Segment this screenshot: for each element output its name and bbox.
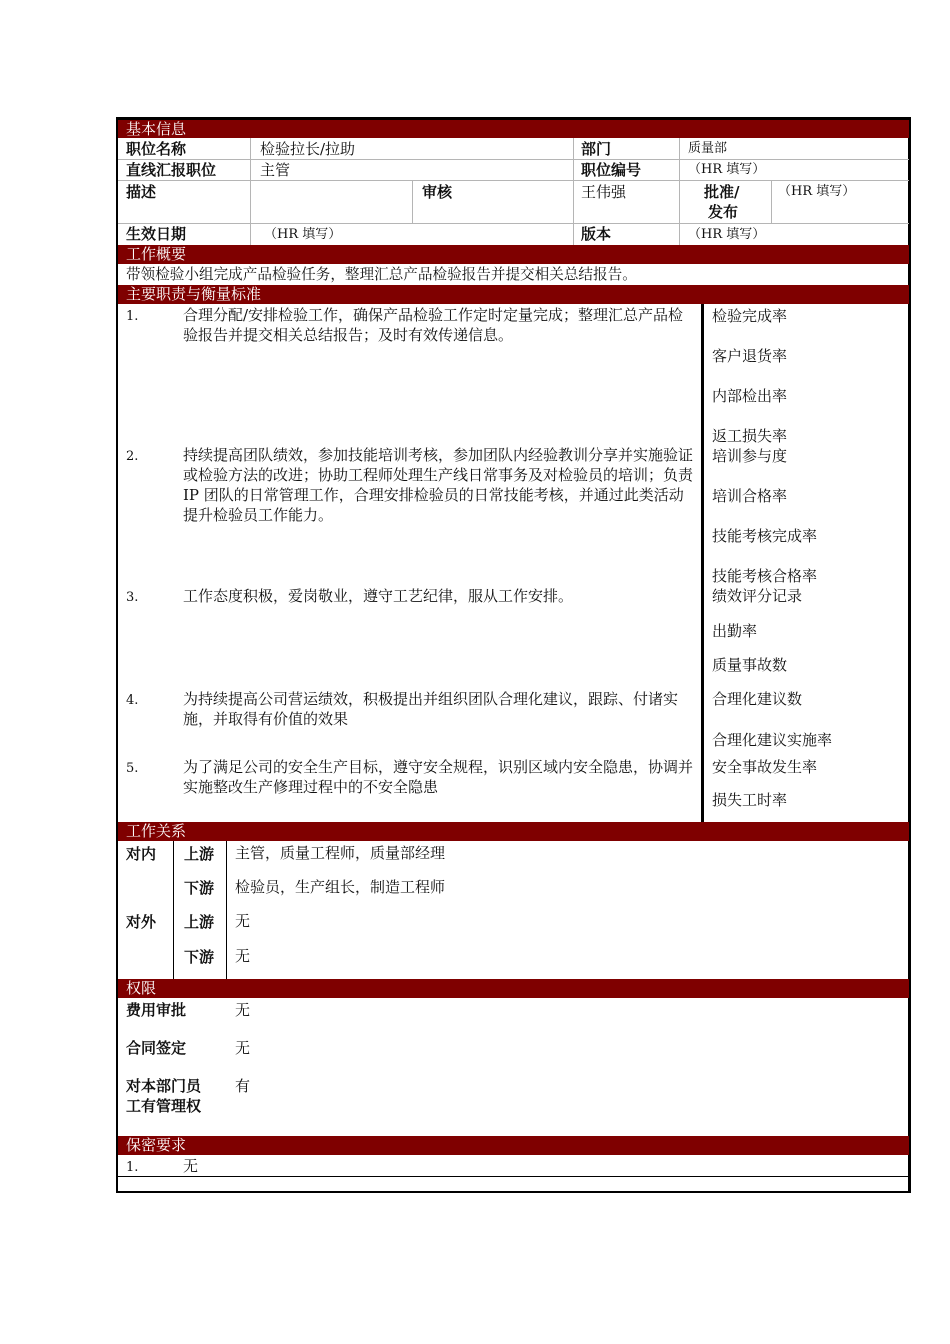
expense-approval-value: 无 xyxy=(235,1001,251,1019)
measure-item: 检验完成率 xyxy=(712,307,788,325)
expense-approval-label: 费用审批 xyxy=(126,1001,187,1019)
description-label: 描述 xyxy=(126,183,157,201)
job-title-value: 检验拉长/拉助 xyxy=(260,140,356,158)
job-code-label: 职位编号 xyxy=(581,161,642,179)
grid-line xyxy=(679,138,680,245)
measure-item: 客户退货率 xyxy=(712,347,788,365)
duties-divider xyxy=(701,304,704,822)
duty-text: 为了满足公司的安全生产目标，遵守安全规程，识别区域内安全隐患，协调并实施整改生产修理过程中的不安全隐患 xyxy=(183,758,694,796)
staff-management-label-line1: 对本部门员 xyxy=(126,1077,202,1095)
duty-number: 1. xyxy=(126,309,139,324)
measure-item: 质量事故数 xyxy=(712,656,788,674)
grid-line xyxy=(573,138,574,245)
review-label: 审核 xyxy=(422,183,453,201)
measure-item: 技能考核合格率 xyxy=(712,567,818,585)
effective-date-value: （HR 填写） xyxy=(264,227,342,242)
staff-management-label-line2: 工有管理权 xyxy=(126,1097,202,1115)
section-confidentiality: 保密要求 xyxy=(118,1136,909,1155)
section-job-summary: 工作概要 xyxy=(118,245,909,264)
contract-sign-value: 无 xyxy=(235,1039,251,1057)
department-value: 质量部 xyxy=(688,141,728,156)
upstream-label: 上游 xyxy=(184,845,215,863)
job-title-label: 职位名称 xyxy=(126,140,187,158)
section-duties: 主要职责与衡量标准 xyxy=(118,285,909,304)
internal-upstream-value: 主管，质量工程师，质量部经理 xyxy=(235,844,446,862)
grid-line xyxy=(250,138,251,245)
measure-item: 合理化建议数 xyxy=(712,690,803,708)
grid-line xyxy=(412,180,413,223)
grid-line xyxy=(118,159,909,160)
measure-item: 绩效评分记录 xyxy=(712,587,803,605)
measure-item: 技能考核完成率 xyxy=(712,527,818,545)
measure-item: 安全事故发生率 xyxy=(712,758,818,776)
review-value: 王伟强 xyxy=(581,183,627,201)
duty-text: 合理分配/安排检验工作，确保产品检验工作定时定量完成；整理汇总产品检验报告并提交相关总结报告；及时有效传递信息。 xyxy=(183,306,684,344)
downstream-label: 下游 xyxy=(184,879,215,897)
section-authority: 权限 xyxy=(118,979,909,998)
measure-item: 出勤率 xyxy=(712,622,758,640)
department-label: 部门 xyxy=(581,140,612,158)
confidential-bottom-line xyxy=(118,1176,909,1177)
internal-label: 对内 xyxy=(126,845,157,863)
grid-line xyxy=(118,223,909,224)
section-basic-info: 基本信息 xyxy=(118,120,909,138)
contract-sign-label: 合同签定 xyxy=(126,1039,187,1057)
confidential-number: 1. xyxy=(126,1160,139,1175)
approve-label-line1: 批准/ xyxy=(704,183,740,201)
duty-number: 5. xyxy=(126,761,139,776)
job-code-value: （HR 填写） xyxy=(688,162,766,177)
approve-label-line2: 发布 xyxy=(708,203,739,221)
version-label: 版本 xyxy=(581,225,612,243)
grid-line xyxy=(118,180,909,181)
duty-number: 3. xyxy=(126,590,139,605)
staff-management-value: 有 xyxy=(235,1077,251,1095)
duty-number: 2. xyxy=(126,449,139,464)
measure-item: 培训合格率 xyxy=(712,487,788,505)
duty-text: 持续提高团队绩效，参加技能培训考核，参加团队内经验教训分享并实施验证或检验方法的改进；协助工程师处理生产线日常事务及对检验员的培训；负责 IP 团队的日常管理工作，合理安排检验员的日常技能考核，并通过此类活动提升检验员工作能力。 xyxy=(183,446,694,524)
downstream-label: 下游 xyxy=(184,948,215,966)
measure-item: 损失工时率 xyxy=(712,791,788,809)
external-upstream-value: 无 xyxy=(235,912,251,930)
report-to-label: 直线汇报职位 xyxy=(126,161,217,179)
duty-number: 4. xyxy=(126,693,139,708)
confidential-text: 无 xyxy=(183,1157,199,1175)
measure-item: 返工损失率 xyxy=(712,427,788,445)
measure-item: 合理化建议实施率 xyxy=(712,731,833,749)
job-summary-text: 带领检验小组完成产品检验任务，整理汇总产品检验报告并提交相关总结报告。 xyxy=(126,266,637,283)
duty-text: 为持续提高公司营运绩效，积极提出并组织团队合理化建议，跟踪、付诸实施，并取得有价值的效果 xyxy=(183,690,679,728)
measure-item: 培训参与度 xyxy=(712,447,788,465)
duty-text: 工作态度积极，爱岗敬业，遵守工艺纪律，服从工作安排。 xyxy=(183,587,574,605)
upstream-label: 上游 xyxy=(184,913,215,931)
external-downstream-value: 无 xyxy=(235,947,251,965)
approve-value: （HR 填写） xyxy=(778,184,856,199)
section-work-relations: 工作关系 xyxy=(118,822,909,841)
relations-divider xyxy=(226,841,227,979)
effective-date-label: 生效日期 xyxy=(126,225,187,243)
report-to-value: 主管 xyxy=(260,161,291,179)
relations-divider xyxy=(173,841,174,979)
internal-downstream-value: 检验员，生产组长，制造工程师 xyxy=(235,878,446,896)
external-label: 对外 xyxy=(126,913,157,931)
measure-item: 内部检出率 xyxy=(712,387,788,405)
grid-line xyxy=(771,180,772,223)
version-value: （HR 填写） xyxy=(688,227,766,242)
